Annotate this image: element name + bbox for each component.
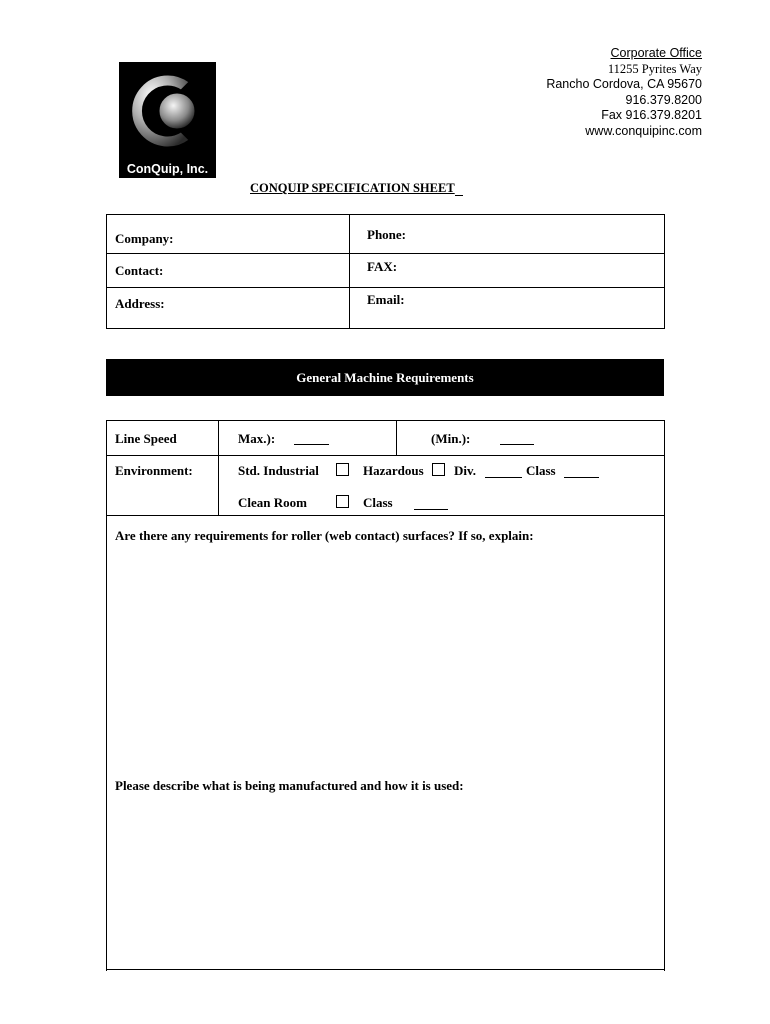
sheet-title — [250, 181, 463, 196]
email-field[interactable] — [350, 288, 664, 328]
phone-field[interactable] — [350, 215, 664, 253]
min-speed-blank[interactable] — [500, 432, 534, 445]
logo-wordmark: ConQuip, Inc. — [126, 162, 209, 176]
hazardous-checkbox[interactable] — [432, 463, 445, 476]
hazardous-label: Hazardous — [363, 463, 424, 478]
min-label: (Min.): — [431, 431, 471, 446]
conquip-c-logo-icon — [119, 62, 216, 158]
div-label: Div. — [454, 463, 477, 478]
roller-surfaces-answer-area[interactable] — [107, 546, 664, 771]
office-city: Rancho Cordova, CA 95670 — [546, 77, 702, 92]
office-fax: Fax 916.379.8201 — [601, 108, 702, 123]
table-bottom-rule — [106, 969, 665, 970]
requirements-table — [106, 420, 665, 971]
company-field[interactable] — [107, 215, 349, 253]
address-label: Address: — [115, 296, 165, 311]
contact-field[interactable] — [107, 254, 349, 287]
phone-label: Phone: — [367, 227, 406, 242]
manufactured-answer-area[interactable] — [107, 797, 664, 967]
company-logo — [119, 62, 216, 178]
std-industrial-checkbox[interactable] — [336, 463, 349, 476]
max-label: Max.): — [238, 431, 276, 446]
office-phone: 916.379.8200 — [625, 92, 702, 107]
div-blank[interactable] — [485, 465, 522, 478]
office-street: 11255 Pyrites Way — [607, 61, 702, 76]
section-header-bar: General Machine Requirements — [106, 359, 664, 396]
address-field[interactable] — [107, 288, 349, 328]
manufactured-question: Please describe what is being manufactured and how it is used: — [115, 778, 464, 793]
clean-room-checkbox[interactable] — [336, 495, 349, 508]
line-speed-label: Line Speed — [115, 431, 177, 446]
clean-room-class-blank[interactable] — [414, 497, 448, 510]
fax-label: FAX: — [367, 259, 398, 274]
class-blank[interactable] — [564, 465, 599, 478]
std-industrial-label: Std. Industrial — [238, 463, 319, 478]
clean-room-class-label: Class — [363, 495, 393, 510]
contact-label: Contact: — [115, 263, 164, 278]
max-speed-blank[interactable] — [294, 432, 329, 445]
sheet-title-text: CONQUIP SPECIFICATION SHEET — [250, 181, 455, 195]
fax-field[interactable] — [350, 254, 664, 287]
contact-table — [106, 214, 665, 329]
clean-room-label: Clean Room — [238, 495, 307, 510]
company-label: Company: — [115, 231, 174, 246]
email-label: Email: — [367, 292, 405, 307]
office-website[interactable]: www.conquipinc.com — [585, 123, 702, 138]
class-label: Class — [526, 463, 556, 478]
corporate-office-block — [546, 46, 702, 140]
office-heading: Corporate Office — [610, 46, 702, 60]
roller-surfaces-question: Are there any requirements for roller (web contact) surfaces? If so, explain: — [115, 528, 534, 543]
environment-label: Environment: — [115, 463, 193, 478]
